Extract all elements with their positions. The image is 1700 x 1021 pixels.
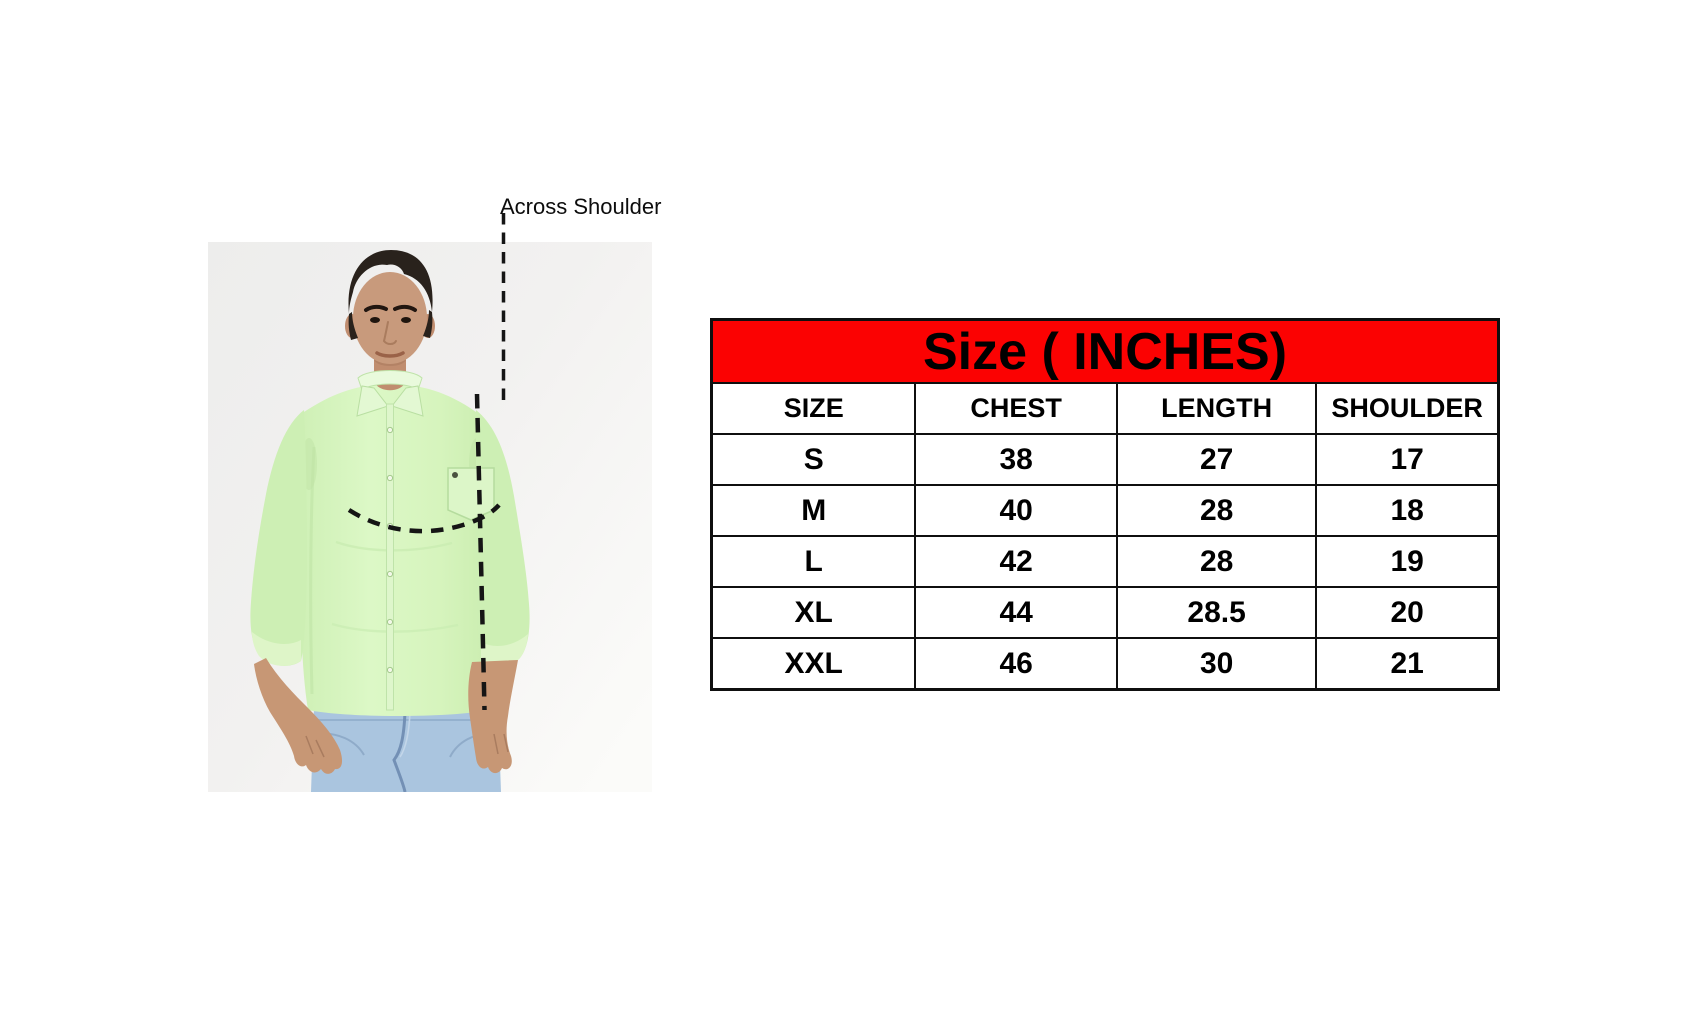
size-chart-table [710,318,1500,691]
table-cell: XL [713,586,916,637]
eye [370,317,380,323]
table-cell: 44 [916,586,1117,637]
table-cell: 28 [1118,535,1317,586]
size-chart-grid [713,384,1497,688]
eye [401,317,411,323]
table-cell: 20 [1317,586,1497,637]
column-header-length: LENGTH [1118,384,1317,433]
column-header-shoulder: SHOULDER [1317,384,1497,433]
table-cell: S [713,433,916,484]
size-chart-title: Size ( INCHES) [713,321,1497,384]
table-cell: 40 [916,484,1117,535]
shirt [301,384,498,716]
table-cell: 17 [1317,433,1497,484]
table-cell: 18 [1317,484,1497,535]
across-shoulder-label: Across Shoulder [500,194,662,219]
table-cell: 30 [1118,637,1317,688]
table-cell: 21 [1317,637,1497,688]
table-cell: M [713,484,916,535]
column-header-chest: CHEST [916,384,1117,433]
table-cell: 28 [1118,484,1317,535]
model-photo [208,242,652,792]
table-cell: L [713,535,916,586]
button-placket [387,404,394,710]
pocket-button [452,472,458,478]
model-figure [208,242,652,792]
table-cell: XXL [713,637,916,688]
table-cell: 27 [1118,433,1317,484]
table-cell: 46 [916,637,1117,688]
table-cell: 38 [916,433,1117,484]
table-cell: 42 [916,535,1117,586]
table-cell: 28.5 [1118,586,1317,637]
face [353,272,427,364]
column-header-size: SIZE [713,384,916,433]
table-cell: 19 [1317,535,1497,586]
